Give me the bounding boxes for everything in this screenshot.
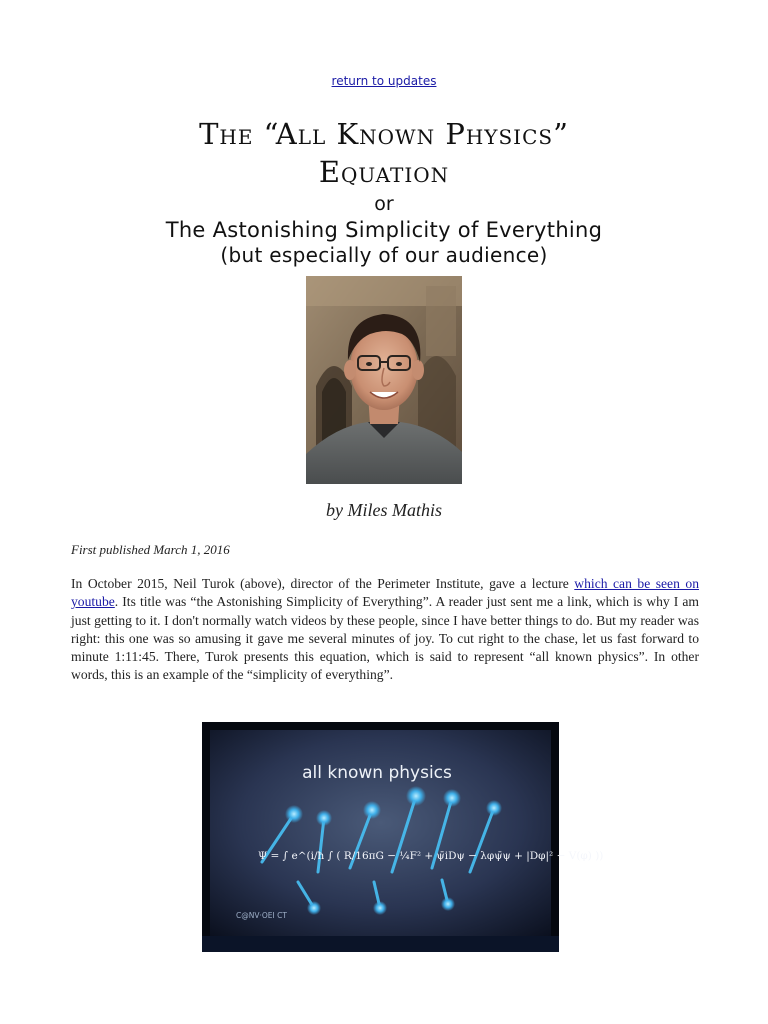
byline: by Miles Mathis [326,500,442,520]
youtube-link[interactable]: which can be seen on youtube [71,576,699,610]
paragraph-text-before-link: In October 2015, Neil Turok (above), director of the Perimeter Institute, gave a lecture [71,576,575,591]
slide-illustration [202,722,604,952]
return-to-updates-link[interactable]: return to updates [331,74,437,88]
article-paragraph [71,575,699,685]
publication-date: First published March 1, 2016 [71,542,230,557]
paragraph-text-after-link: . Its title was “the Astonishing Simplicity of Everything”. A reader just sent me a link, which is why I am just getting to it. I don't normally watch videos by these people, since I have better things to do. But my reader was right: this one was so amusing it gave me several minutes of joy. To cut right to the chase, let us fast forward to minute 1:11:45. There, Turok presents this equation, which is said to represent “all known physics”. In other words, this is an example of the “simplicity of everything”. [71,594,699,683]
page-title-line1: The “All Known Physics” [199,117,569,151]
portrait-photo [306,276,462,484]
portrait-illustration [306,276,462,484]
page-title-line2: Equation [318,155,450,189]
slide-logo-text: C@NV·OEI CT [236,911,287,920]
title-connector: or [374,193,394,215]
slide-photo [202,722,604,952]
subtitle-line2: (but especially of our audience) [220,243,548,267]
subtitle-line1: The Astonishing Simplicity of Everything [165,218,603,242]
slide-equation: Ψ = ∫ e^(i/ħ ∫ ( R/16πG − ¼F² + ψ̄iDψ − λφψ̄ψ + |Dφ|² − V(φ) )) [258,850,604,862]
slide-heading: all known physics [302,763,452,783]
